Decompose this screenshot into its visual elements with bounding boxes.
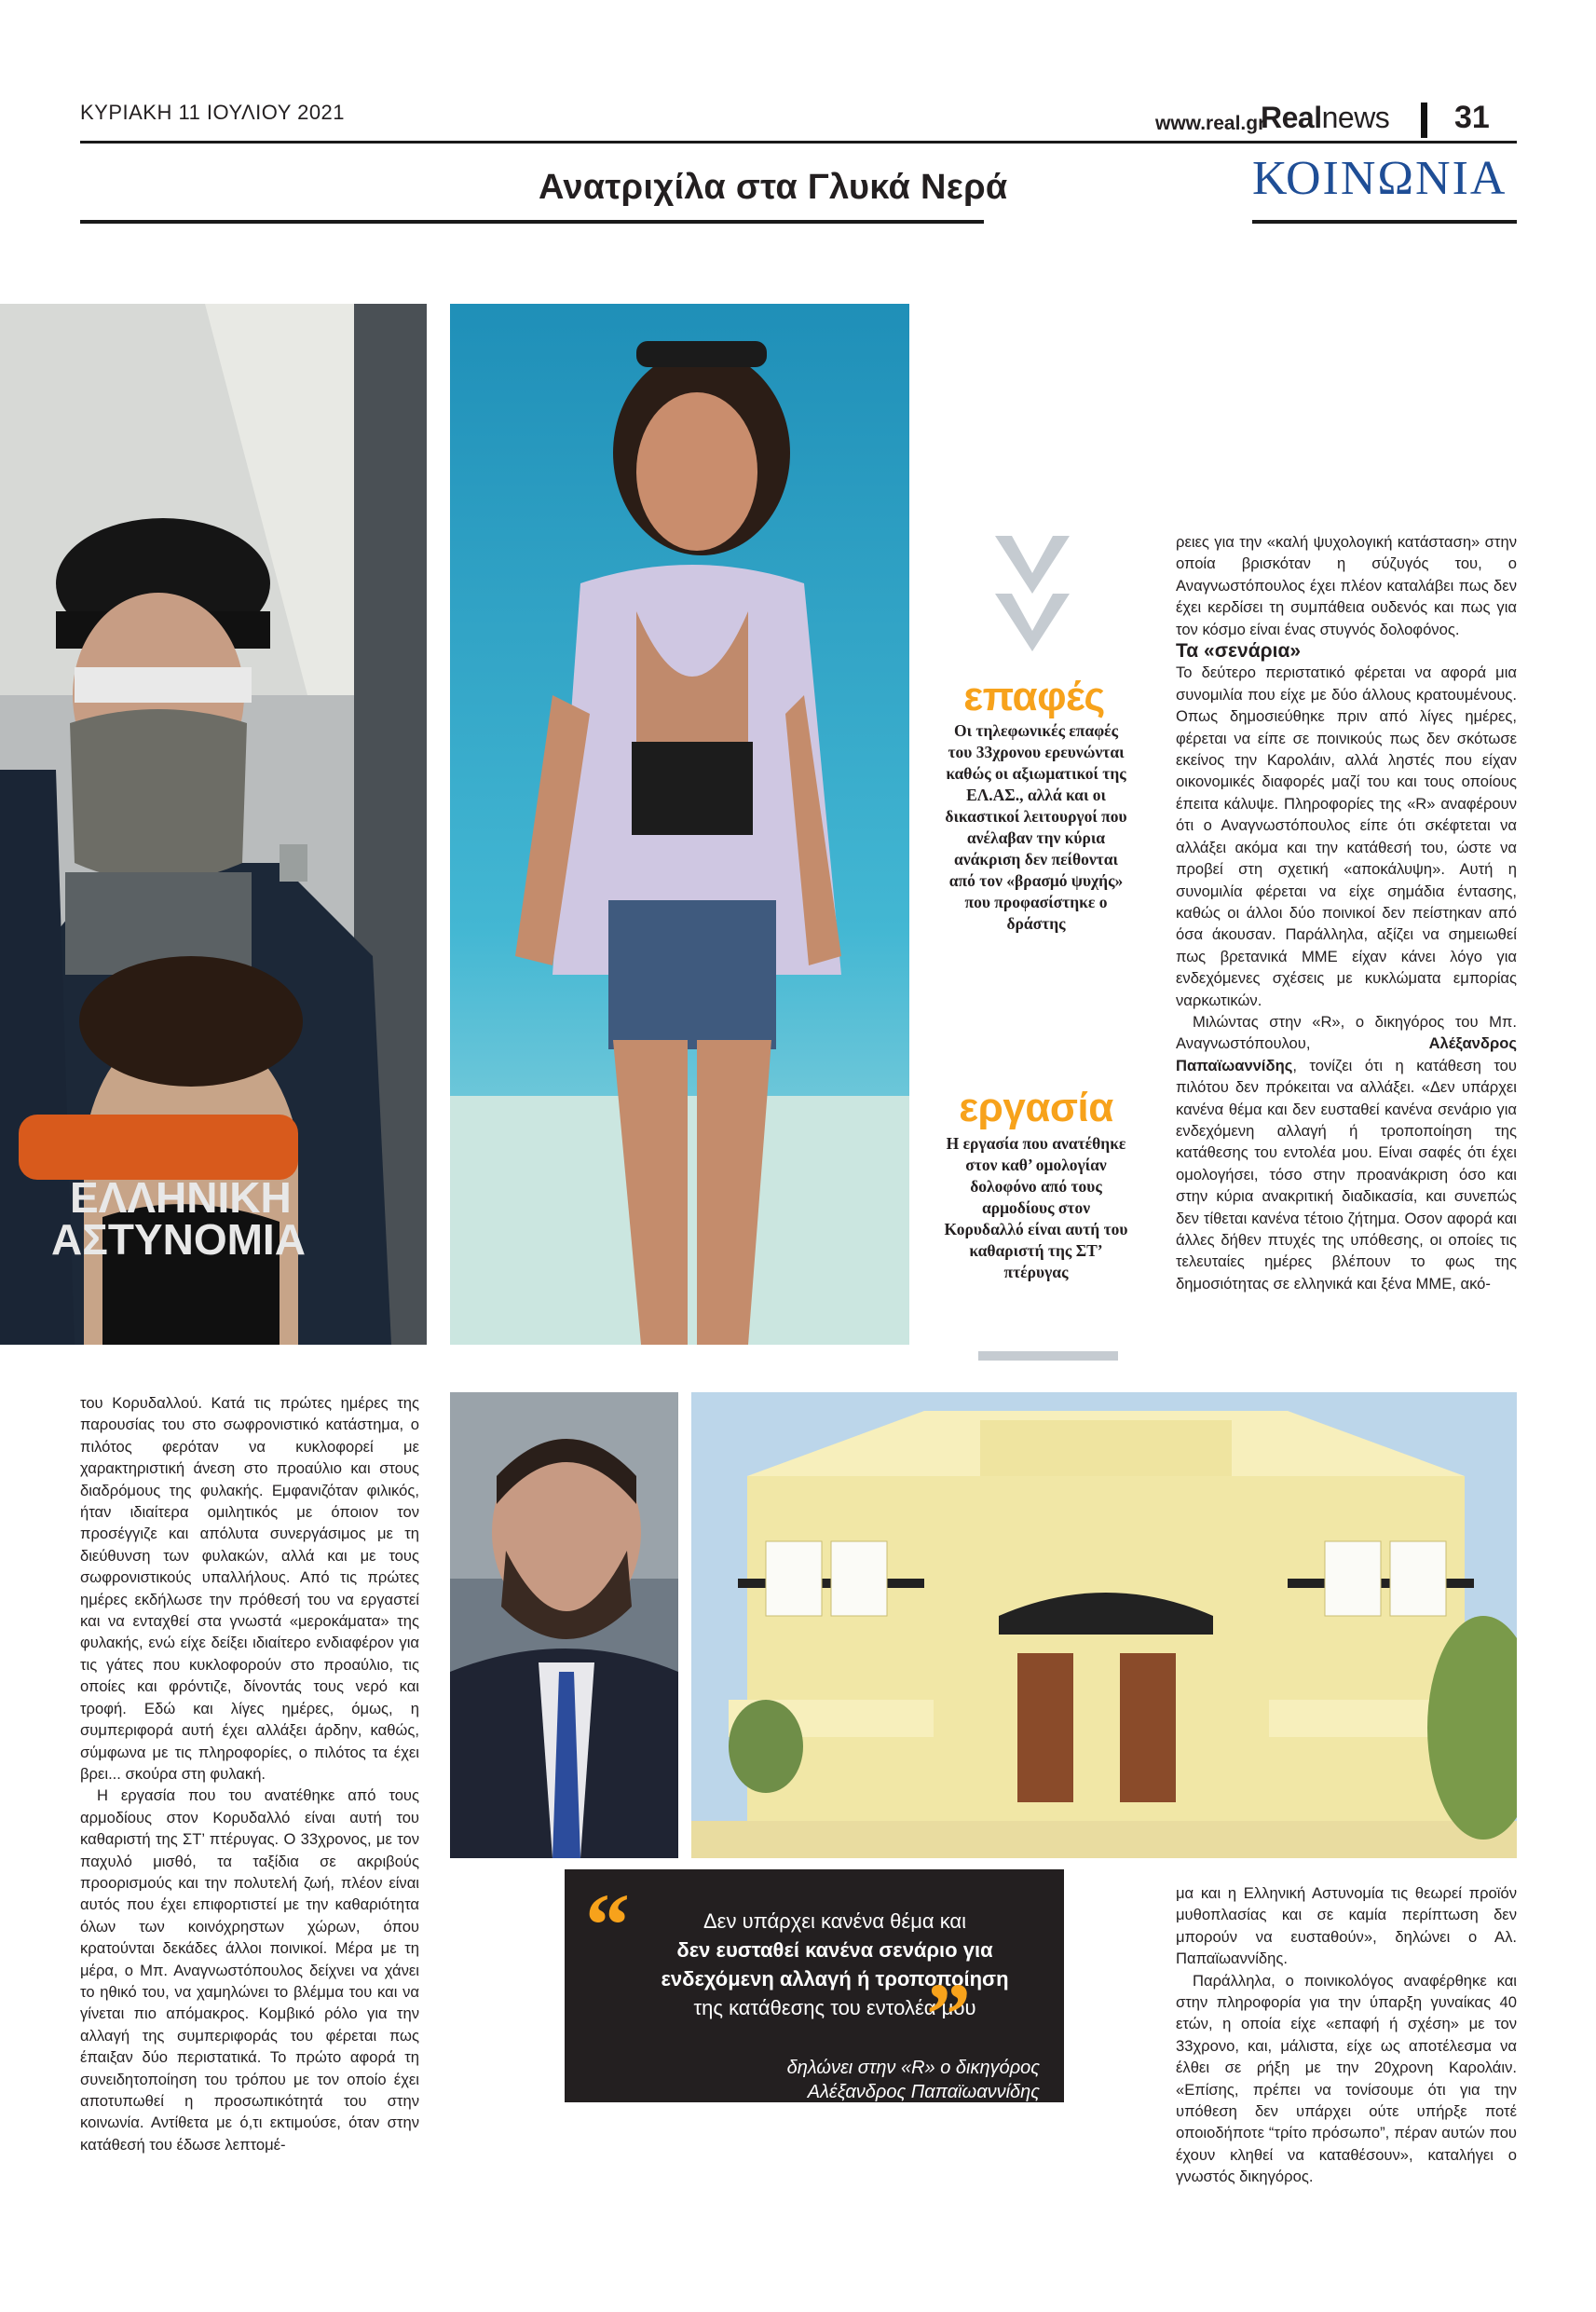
header-divider	[1421, 103, 1427, 138]
article-column-left	[80, 1392, 419, 2155]
pull-quote-line: δεν ευσταθεί κανένα σενάριο για	[676, 1938, 993, 1962]
site-url[interactable]: www.real.gr	[1155, 113, 1266, 134]
photo-house-image	[691, 1392, 1517, 1858]
paragraph-run: Μιλώντας στην «R», ο δικηγόρος του Μπ. Αναγνωστόπουλου,	[1176, 1012, 1517, 1053]
article-column-right-top	[1176, 531, 1517, 1294]
open-quote-icon: “	[585, 1875, 630, 1975]
pull-quote	[565, 1869, 1064, 2102]
photo-police-escort	[0, 304, 427, 1345]
close-quote-icon: ”	[926, 1964, 971, 2064]
photo-victim-beach-image	[450, 304, 909, 1345]
sidebar-text-work: Η εργασία που ανατέθηκε στον καθ’ ομολογίαν δολοφόνο από τους αρμοδίους στον Κορυδαλλό είναι αυτή του καθαριστή της ΣΤ’ πτέρυγας	[944, 1134, 1128, 1281]
lawyer-name: Αλέξανδρος Παπαϊωαννίδης	[1176, 1034, 1517, 1074]
photo-lawyer-portrait	[450, 1392, 678, 1858]
section-rule	[1252, 220, 1517, 224]
sidebar-head-contacts: επαφές	[963, 674, 1105, 719]
headline-rule	[80, 220, 984, 224]
section-title: ΚΟΙΝΩΝΙΑ	[1252, 152, 1507, 205]
article-headline: Ανατριχίλα στα Γλυκά Νερά	[539, 168, 1008, 207]
issue-date: ΚΥΡΙΑΚΗ 11 ΙΟΥΛΙΟΥ 2021	[80, 101, 346, 124]
brand-logo	[1261, 101, 1389, 135]
vest-text-line2: ΑΣΤΥΝΟΜΙΑ	[51, 1215, 306, 1264]
photo-lawyer-portrait-image	[450, 1392, 678, 1858]
pull-quote-line: Δεν υπάρχει κανένα θέμα και	[703, 1909, 967, 1933]
pull-quote-line: ενδεχόμενη αλλαγή ή τροποποίηση	[661, 1967, 1009, 1991]
pull-quote-text	[621, 1907, 1049, 2022]
paragraph: Η εργασία που του ανατέθηκε από τους αρμοδίους στον Κορυδαλλό είναι αυτή του καθαριστή της ΣΤ’ πτέρυγας. Ο 33χρονος, με τον παχυλό μισθό, τα ταξίδια σε ακριβούς προορισμούς και την πολυτελή ζωή, πλέον είναι αυτός που έχει επιφορτιστεί με την καθαριότητα όλων των κοινόχρηστων χώρων, όπου κρατούνται δεκάδες άλλοι ποινικοί. Μέρα με τη μέρα, ο Μπ. Αναγνωστόπουλος δείχνει να χάνει το ηθικό του, να χαμηλώνει το βλέμμα του και να γίνεται πιο απόμακρος. Κομβικό ρόλο για την αλλαγή της συμπεριφοράς του φέρεται πως έπαιξαν δύο περιστατικά. Το πρώτο αφορά τη συνειδητοποίηση του τρόπου με τον οποίο έχει αποτυπωθεί η προσωπικότητά του στην κοινωνία. Αντίθετα με ό,τι εκτιμούσε, όταν στην κατάθεσή του έδωσε λεπτομέ-	[80, 1786, 419, 2154]
photo-house	[691, 1392, 1517, 1858]
page-number: 31	[1454, 100, 1490, 135]
sidebar-text-contacts: Οι τηλεφωνικές επαφές του 33χρονου ερευνώνται καθώς οι αξιωματικοί της ΕΛ.ΑΣ., αλλά και οι δικαστικοί λειτουργοί που ανέλαβαν την κύρια ανάκριση δεν πείθονται από τον «βρασμό ψυχής» που προφασίστηκε ο δράστης	[945, 721, 1127, 933]
sidebar-head-work: εργασία	[959, 1085, 1113, 1130]
pull-quote-attribution-line: Αλέξανδρος Παπαϊωαννίδης	[807, 2082, 1040, 2102]
paragraph: του Κορυδαλλού. Κατά τις πρώτες ημέρες της παρουσίας του στο σωφρονιστικό κατάστημα, ο πιλότος φερόταν να κυκλοφορεί με χαρακτηριστική άνεση στο προαύλιο και στους διαδρόμους της φυλακής. Εμφανιζόταν φιλικός, ήταν ιδιαίτερα ομιλητικός με όποιον τον προσέγγιζε και απόλυτα συνεργάσιμος με τη διεύθυνση των φυλακών, αλλά και με τους σωφρονιστικούς υπαλλήλους. Από τις πρώτες ημέρες εκδήλωσε την πρόθεσή του να εργαστεί και να ενταχθεί στα γνωστά «μεροκάματα» της φυλακής, ενώ είχε δείξει ιδιαίτερο ενδιαφέρον για τις γάτες που κυκλοφορούν στο προαύλιο, τις οποίες και φρόντιζε, δίνοντάς τους νερό και τροφή. Εδώ και λίγες ημέρες, όμως, η συμπεριφορά αυτή έχει αλλάξει άρδην, καθώς, σύμφωνα με τις πληροφορίες, ο πιλότος τα έχει βρει... σκούρα στη φυλακή.	[80, 1394, 419, 1783]
paragraph: Παράλληλα, ο ποινικολόγος αναφέρθηκε και στην πληροφορία για την ύπαρξη γυναίκας 40 ετών, η οποία είχε «επαφή ή σχέση» με τον 33χρονο, και, μάλιστα, είχε ως αποτέλεσμα να έλθει σε ρήξη με την 20χρονη Καρολάιν. «Επίσης, πρέπει να τονίσουμε ότι για την υπόθεση δεν υπάρχει ούτε υπήρξε ποτέ οποιοδήποτε “τρίτο πρόσωπο”, πέραν αυτών που έχουν κληθεί να καταθέσουν», καταλήγει ο γνωστός δικηγόρος.	[1176, 1971, 1517, 2186]
paragraph-run: , τονίζει ότι η κατάθεση του πιλότου δεν πρόκειται να αλλάξει. «Δεν υπάρχει κανένα θέμα και δεν ευσταθεί κανένα σενάριο για ενδεχόμενη αλλαγή ή τροποποίηση της κατάθεσης του εντολέα μου. Είναι σαφές ότι έχει ομολογήσει, τόσο στην προανάκριση όσο και στην κύρια ανακριτική διαδικασία, και συνεπώς δεν τίθεται κανένα τέτοιο ζήτημα. Οσον αφορά και άλλες δήθεν πτυχές της υπόθεσης, οι οποίες τις τελευταίες ημέρες βλέπουν το φως της δημοσιότητας σε ελληνικά και ξένα ΜΜΕ, ακό-	[1176, 1056, 1517, 1293]
brand-logo-real: Real	[1261, 101, 1322, 134]
brand-logo-news: news	[1321, 101, 1390, 134]
header-rule	[80, 141, 1517, 144]
pull-quote-attribution	[742, 2056, 1040, 2104]
paragraph	[1176, 1011, 1517, 1294]
paragraph: ρειες για την «καλή ψυχολογική κατάσταση» στην οποία βρισκόταν η σύζυγός του, ο Αναγνωστόπουλος έχει πλέον καταλάβει πως δεν έχει κερδίσει τη συμπάθεια ουδενός και πως για τον κόσμο είναι ένας στυγνός δολοφόνος.	[1176, 533, 1517, 638]
subheading: Τα «σενάρια»	[1176, 640, 1302, 663]
photo-victim-beach	[450, 304, 909, 1345]
photo-police-escort-image	[0, 304, 427, 1345]
pull-quote-attribution-line: δηλώνει στην «R» ο δικηγόρος	[786, 2058, 1040, 2078]
pull-quote-line: της κατάθεσης του εντολέα μου	[693, 1996, 976, 2019]
article-column-right-bottom	[1176, 1882, 1517, 2188]
vest-text-line1: ΕΛΛΗΝΙΚΗ	[70, 1173, 292, 1222]
paragraph: μα και η Ελληνική Αστυνομία τις θεωρεί προϊόν μυθοπλασίας και σε καμία περίπτωση δεν μπορούν να ευσταθούν», δηλώνει ο Αλ. Παπαϊωαννίδης.	[1176, 1884, 1517, 1968]
sidebar-rule	[978, 1351, 1118, 1361]
paragraph: Το δεύτερο περιστατικό φέρεται να αφορά μια συνομιλία που είχε με δύο άλλους κρατουμένους. Οπως δημοσιεύθηκε πριν από λίγες ημέρες, φέρεται να είπε σε ποινικούς πως δεν σκότωσε εκείνος την Καρολάιν, αλλά ληστές που είχαν οικονομικές διαφορές μαζί του και τους οποίους έπειτα κάλυψε. Πληροφορίες της «R» αναφέρουν ότι ο Αναγνωστόπουλος είπε ότι σκέφτεται να αλλάξει ακόμα και την κατάθεσή του, ώστε να προβεί στη σχετική «αποκάλυψη». Αυτή η συνομιλία φέρεται να είχε σημάδια έντασης, καθώς οι άλλοι δύο ποινικοί δεν πείστηκαν από όσα άκουσαν. Παράλληλα, αξίζει να σημειωθεί πως βρετανικά ΜΜΕ είχαν κάνει λόγο για ενδεχόμενες σχέσεις με κυκλώματα εμπορίας ναρκωτικών.	[1176, 664, 1517, 1009]
chevron-down-icon	[995, 536, 1070, 657]
